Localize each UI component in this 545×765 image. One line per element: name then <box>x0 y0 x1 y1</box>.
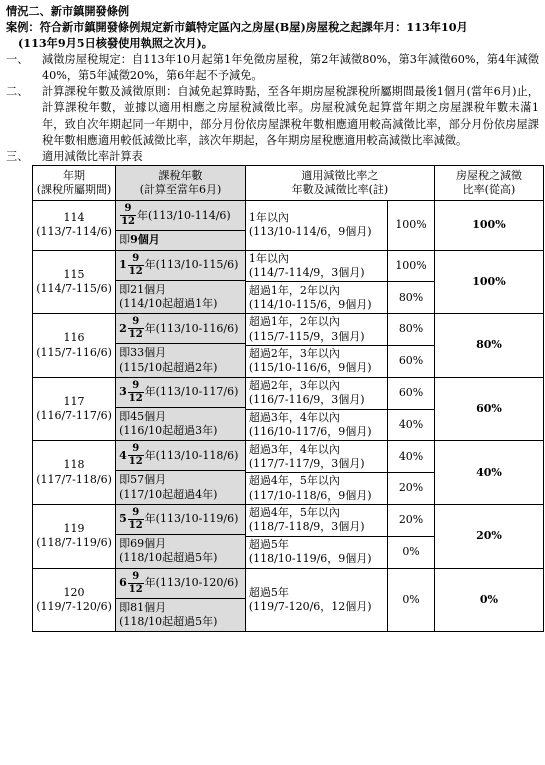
tax-years-fraction <box>119 251 242 280</box>
rate-value: 20% <box>388 473 435 505</box>
months-info: 即69個月 (118/10起超過5年) <box>119 537 218 565</box>
rate-description: 超過5年 (119/7-120/6，12個月) <box>245 568 387 632</box>
rate-value: 0% <box>388 568 435 632</box>
months-info: 即57個月 (117/10起超過4年) <box>119 473 218 501</box>
item-number: 二、 <box>6 85 29 99</box>
item-number: 三、 <box>6 150 29 164</box>
header-tax-years: 課稅年數 (計算至當年6月) <box>116 166 246 201</box>
table-body <box>33 201 544 632</box>
whole-years: 6 <box>119 575 127 589</box>
final-rate: 40% <box>434 441 543 505</box>
whole-years: 4 <box>119 448 127 462</box>
item-text: 計算課稅年數及減徵原則：自減免起算時點，至各年期房屋稅課稅所屬期間最後1個月(當年6月)止，計算課稅年數，並據以適用相應之房屋稅減徵比率。房屋稅減免起算當年期之房屋課稅年數未滿1年，致自次年期起同一年期中，部分月份依房屋課稅年數相應適用較高減徵比率，部分月份依房屋課稅年數相應適用較低減徵比率，該次年期起，各年期房屋稅應適用較高減徵比率減徵。 <box>42 85 539 147</box>
table-row <box>33 250 544 282</box>
table-row <box>33 505 544 537</box>
rate-description: 1年以內 (113/10-114/6，9個月) <box>245 201 387 250</box>
whole-years: 3 <box>119 385 127 399</box>
tax-range: 年(113/10-116/6) <box>144 321 239 335</box>
months-info: 即33個月 (115/10起超過2年) <box>119 346 218 374</box>
fraction: $\frac{9}{12}$ <box>128 316 143 341</box>
tax-range: 年(113/10-117/6) <box>144 385 239 399</box>
tax-range: 年(113/10-114/6) <box>137 208 231 222</box>
item-text: 適用減徵比率計算表 <box>42 150 143 164</box>
months-info: 即9個月 <box>119 233 160 247</box>
year-cell: 114 (113/7-114/6) <box>33 201 116 250</box>
rate-value: 100% <box>388 250 435 282</box>
fraction: $\frac{9}{12}$ <box>121 203 135 228</box>
item-2 <box>6 84 539 149</box>
tax-years-fraction <box>119 378 242 407</box>
final-rate: 0% <box>434 568 543 632</box>
final-rate: 20% <box>434 505 543 569</box>
tax-years-cell <box>116 441 246 505</box>
rate-value: 100% <box>388 201 435 250</box>
year-cell: 117 (116/7-117/6) <box>33 377 116 441</box>
rate-description: 超過2年，3年以內 (115/10-116/6，9個月) <box>245 346 387 378</box>
rate-description: 超過3年，4年以內 (117/7-117/9，3個月) <box>245 441 387 473</box>
tax-years-cell <box>116 377 246 441</box>
tax-years-cell <box>116 201 246 250</box>
rate-description: 超過3年，4年以內 (116/10-117/6，9個月) <box>245 409 387 441</box>
rate-value: 80% <box>388 314 435 346</box>
header-applicable-rate: 適用減徵比率之 年數及減徵比率(註) <box>245 166 434 201</box>
tax-years-cell <box>116 505 246 569</box>
rate-value: 60% <box>388 377 435 409</box>
tax-years-fraction <box>119 201 242 230</box>
months-info: 即81個月 (118/10起超過5年) <box>119 600 218 628</box>
final-rate: 100% <box>434 250 543 314</box>
rate-value: 0% <box>388 536 435 568</box>
whole-years: 5 <box>119 512 127 526</box>
tax-years-cell <box>116 314 246 378</box>
table-row <box>33 441 544 473</box>
tax-years-fraction <box>119 505 242 534</box>
rate-description: 超過1年，2年以內 (114/10-115/6，9個月) <box>245 282 387 314</box>
item-text: 減徵房屋稅規定：自113年10月起第1年免徵房屋稅，第2年減徵80%，第3年減徵60%，第4年減徵40%，第5年減徵20%，第6年起不予減免。 <box>42 52 539 82</box>
case-line-1: 案例：符合新市鎮開發條例規定新市鎮特定區內之房屋(B屋)房屋稅之起課年月：113年10月 <box>6 20 468 35</box>
tax-years-fraction <box>119 314 242 343</box>
fraction: $\frac{9}{12}$ <box>128 379 143 404</box>
fraction: $\frac{9}{12}$ <box>128 507 143 532</box>
fraction: $\frac{9}{12}$ <box>128 443 143 468</box>
final-rate: 60% <box>434 377 543 441</box>
tax-years-fraction <box>119 569 242 598</box>
table-row <box>33 377 544 409</box>
table-row <box>33 314 544 346</box>
year-cell: 115 (114/7-115/6) <box>33 250 116 314</box>
section-heading: 情況二、新市鎮開發條例 <box>6 4 130 18</box>
reduction-rate-table <box>32 165 544 632</box>
tax-years-fraction <box>119 441 242 470</box>
rate-description: 超過4年，5年以內 (118/7-118/9，3個月) <box>245 505 387 537</box>
final-rate: 100% <box>434 201 543 250</box>
final-rate: 80% <box>434 314 543 378</box>
table-row <box>33 568 544 632</box>
item-number: 一、 <box>6 52 29 66</box>
year-cell: 120 (119/7-120/6) <box>33 568 116 632</box>
tax-years-cell <box>116 568 246 632</box>
header-year: 年期 (課稅所屬期間) <box>33 166 116 201</box>
rate-value: 80% <box>388 282 435 314</box>
whole-years: 1 <box>119 257 127 271</box>
rate-description: 1年以內 (114/7-114/9，3個月) <box>245 250 387 282</box>
fraction: $\frac{9}{12}$ <box>128 252 143 277</box>
months-info: 即21個月 (114/10起超過1年) <box>119 282 218 310</box>
fraction: $\frac{9}{12}$ <box>128 570 143 595</box>
year-cell: 116 (115/7-116/6) <box>33 314 116 378</box>
tax-range: 年(113/10-118/6) <box>144 448 239 462</box>
year-cell: 118 (117/7-118/6) <box>33 441 116 505</box>
whole-years: 2 <box>119 321 127 335</box>
rate-value: 60% <box>388 346 435 378</box>
header-final-rate: 房屋稅之減徵 比率(從高) <box>434 166 543 201</box>
item-1 <box>6 52 539 84</box>
months-info: 即45個月 (116/10起超過3年) <box>119 409 218 438</box>
rate-value: 40% <box>388 409 435 441</box>
rate-value: 40% <box>388 441 435 473</box>
table-header-row <box>33 166 544 201</box>
tax-range: 年(113/10-119/6) <box>144 512 239 526</box>
table-row <box>33 201 544 250</box>
tax-range: 年(113/10-115/6) <box>144 257 239 271</box>
item-3 <box>6 149 539 165</box>
tax-range: 年(113/10-120/6) <box>144 575 239 589</box>
year-cell: 119 (118/7-119/6) <box>33 505 116 569</box>
rate-description: 超過1年，2年以內 (115/7-115/9，3個月) <box>245 314 387 346</box>
rate-value: 20% <box>388 505 435 537</box>
rate-description: 超過4年，5年以內 (117/10-118/6，9個月) <box>245 473 387 505</box>
case-line-2: (113年9月5日核發使用執照之次月)。 <box>18 36 213 51</box>
tax-years-cell <box>116 250 246 314</box>
rate-description: 超過2年，3年以內 (116/7-116/9，3個月) <box>245 377 387 409</box>
rate-description: 超過5年 (118/10-119/6，9個月) <box>245 536 387 568</box>
